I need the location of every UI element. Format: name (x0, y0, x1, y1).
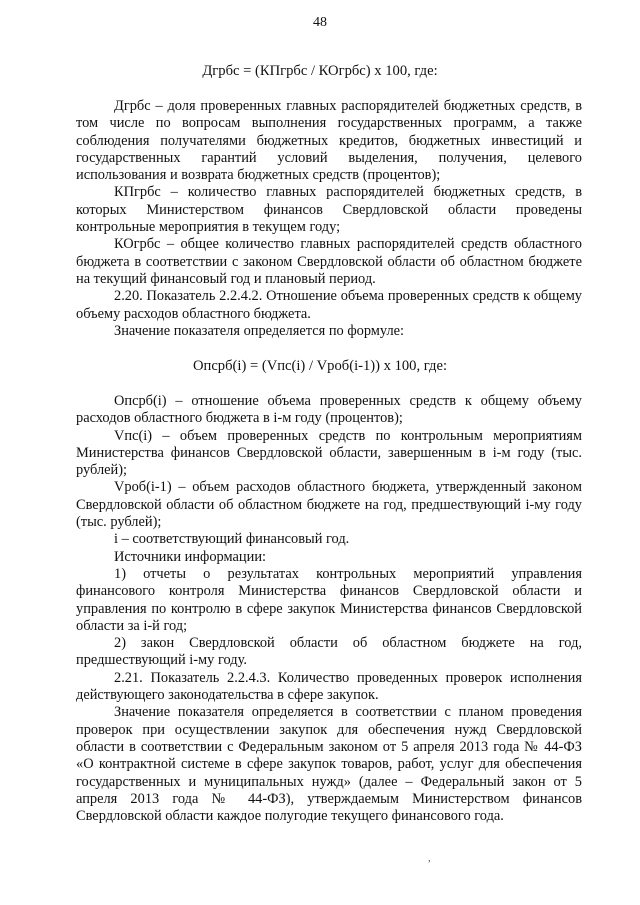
paragraph-sources-heading: Источники информации: (114, 548, 267, 565)
paragraph-section-2-20: 2.20. Показатель 2.2.4.2. Отношение объема проверенных средств к общему объему расходов областного бюджета. (76, 288, 582, 322)
formula-dgrbs: Дгрбс = (КПгрбс / КОгрбс) х 100, где: (202, 63, 438, 79)
definitions-block-2 (76, 393, 582, 825)
page-number: 48 (313, 15, 327, 30)
paragraph-section-2-21: 2.21. Показатель 2.2.4.3. Количество проведенных проверок исполнения действующего законодательства в сфере закупок. (76, 669, 582, 704)
paragraph-vps-definition: Vпс(i) – объем проверенных средств по контрольным мероприятиям Министерства финансов Свердловской области, завершенным в i-м году (тыс. рублей); (76, 427, 582, 479)
paragraph-i-definition: i – соответствующий финансовый год. (114, 531, 350, 548)
paragraph-opsrb-definition: Опсрб(i) – отношение объема проверенных средств к общему объему расходов областного бюджета в i-м году (процентов); (76, 393, 582, 427)
paragraph-source-2: 2) закон Свердловской области об областном бюджете на год, предшествующий i-му году. (76, 635, 582, 669)
paragraph-vrob-definition: Vроб(i-1) – объем расходов областного бюджета, утвержденный законом Свердловской области об областном бюджете на год, предшествующий i-му году (тыс. рублей); (76, 479, 582, 531)
paragraph-kogrbs-definition: КОгрбс – общее количество главных распорядителей средств областного бюджета в соответствии с законом Свердловской области об областном бюджете на текущий финансовый год и плановый период. (76, 236, 582, 287)
paragraph-kpgrbs-definition: КПгрбс – количество главных распорядителей бюджетных средств, в которых Министерством финансов Свердловской области проведены контрольные мероприятия в текущем году; (76, 184, 582, 236)
formula-opsrb: Опсрб(i) = (Vпс(i) / Vроб(i-1)) х 100, где: (192, 358, 447, 374)
scan-speck: , (428, 852, 431, 864)
paragraph-source-1: 1) отчеты о результатах контрольных мероприятий управления финансового контроля Министерства финансов Свердловской области и управления по контролю в сфере закупок Министерства финансов Свердловской области за i-й год; (76, 565, 582, 634)
paragraph-formula-intro: Значение показателя определяется по формуле: (114, 322, 405, 339)
definitions-block-1 (76, 98, 582, 340)
paragraph-plan-description: Значение показателя определяется в соответствии с планом проведения проверок при осуществлении закупок для обеспечения нужд Свердловской области в соответствии с Федеральным законом от 5 апреля 2013 года № 44-ФЗ «О контрактной системе в сфере закупок товаров, работ, услуг для обеспечения государственных и муниципальных нужд» (далее – Федеральный закон от 5 апреля 2013 года № 44-ФЗ), утверждаемым Министерством финансов Свердловской области каждое полугодие текущего финансового года. (76, 704, 582, 825)
paragraph-dgrbs-definition: Дгрбс – доля проверенных главных распорядителей бюджетных средств, в том числе по вопросам выполнения государственных программ, а также соблюдения получателями бюджетных кредитов, бюджетных инвестиций и государственных гарантий условий выделения, получения, целевого использования и возврата бюджетных средств (процентов); (76, 98, 582, 184)
